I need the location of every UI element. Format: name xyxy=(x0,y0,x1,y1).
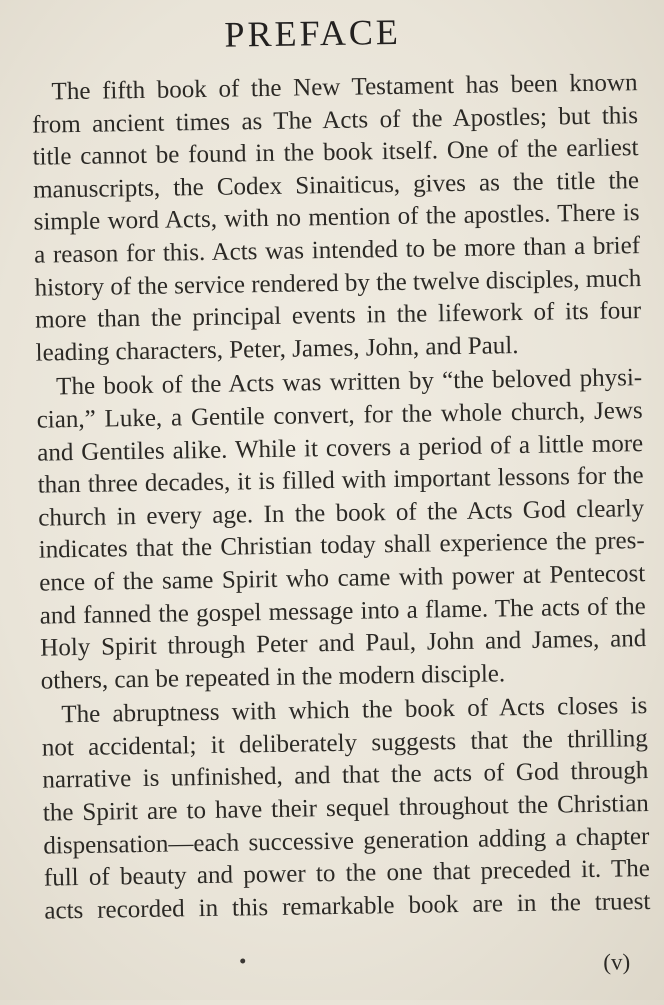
text-line: Holy Spirit through Peter and Paul, John and James, and xyxy=(40,625,647,662)
text-line: The book of the Acts was written by “the beloved physi- xyxy=(55,364,643,401)
text-line: The fifth book of the New Testament has been known xyxy=(51,69,638,106)
text-line: narrative is unfinished, and that the acts of God through xyxy=(42,757,649,795)
text-line: more than the principal events in the lifework of its four xyxy=(34,297,642,334)
text-line: the Spirit are to have their sequel throughout the Christian xyxy=(42,790,650,827)
text-line: dispensation—each successive generation adding a chapter xyxy=(43,822,650,860)
body-text xyxy=(31,67,650,928)
page-title: PREFACE xyxy=(224,11,402,55)
ink-speck xyxy=(240,958,245,963)
page-number: (v) xyxy=(603,949,631,975)
text-line: history of the service rendered by the twelve disciples, much xyxy=(34,264,642,302)
text-line: than three decades, it is filled with important lessons for the xyxy=(37,462,644,499)
text-line: others, can be repeated in the modern disciple. xyxy=(40,659,506,695)
text-line: acts recorded in this remarkable book are in the truest xyxy=(44,887,651,925)
text-line: The abruptness with which the book of Acts closes is xyxy=(61,692,648,729)
text-line: leading characters, Peter, James, John, and Paul. xyxy=(35,331,519,367)
text-line: and fanned the gospel message into a flame. The acts of the xyxy=(39,592,646,630)
text-line: title cannot be found in the book itself. One of the earliest xyxy=(32,134,639,171)
text-line: church in every age. In the book of the Acts God clearly xyxy=(38,494,645,532)
text-line: ence of the same Spirit who came with power at Pentecost xyxy=(39,559,646,597)
text-line: manuscripts, the Codex Sinaiticus, gives as the title the xyxy=(32,166,640,204)
text-line: a reason for this. Acts was intended to be more than a brief xyxy=(33,232,641,269)
text-line: from ancient times as The Acts of the Apostles; but this xyxy=(31,101,639,139)
text-line: full of beauty and power to the one that preceded it. The xyxy=(43,855,651,892)
text-line: not accidental; it deliberately suggests that the thrilling xyxy=(41,724,648,762)
text-line: indicates that the Christian today shall experience the pres- xyxy=(38,527,645,564)
text-line: simple word Acts, with no mention of the apostles. There is xyxy=(33,199,640,237)
text-line: cian,” Luke, a Gentile convert, for the whole church, Jews xyxy=(36,397,643,434)
text-line: and Gentiles alike. While it covers a period of a little more xyxy=(37,429,644,467)
